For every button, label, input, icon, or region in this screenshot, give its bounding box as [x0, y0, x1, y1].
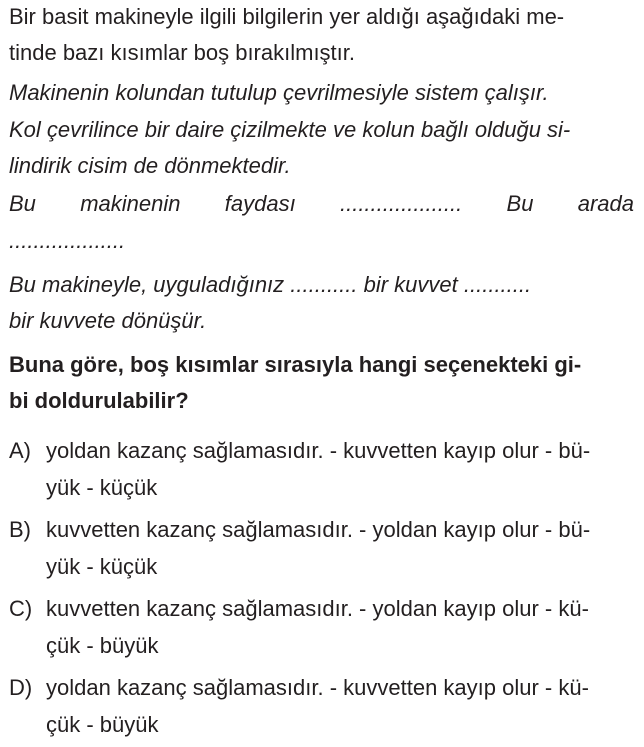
option-letter: D): [9, 675, 33, 700]
passage-word: faydası: [224, 191, 296, 216]
passage-word: Bu: [506, 191, 534, 216]
question-line-1: Buna göre, boş kısımlar sırasıyla hangi seçenekteki gi-: [9, 352, 582, 377]
option-letter: A): [9, 438, 31, 463]
passage-word: arada: [577, 191, 634, 216]
passage-word: Bu: [9, 191, 36, 216]
option-text: kuvvetten kazanç sağlamasıdır. - yoldan kayıp olur - kü-: [46, 596, 589, 621]
passage-line-4: [9, 189, 634, 219]
passage-word: makinenin: [80, 191, 181, 216]
blank-2: ...................: [9, 228, 126, 253]
intro-line-1: Bir basit makineyle ilgili bilgilerin yer aldığı aşağıdaki me-: [9, 4, 565, 29]
intro-line-2: tinde bazı kısımlar boş bırakılmıştır.: [9, 40, 356, 65]
option-text: yoldan kazanç sağlamasıdır. - kuvvetten kayıp olur - kü-: [46, 675, 589, 700]
option-text: yük - küçük: [46, 554, 158, 579]
passage-line-1: Makinenin kolundan tutulup çevrilmesiyle sistem çalışır.: [9, 80, 549, 105]
option-letter: B): [9, 517, 31, 542]
option-text: çük - büyük: [46, 712, 159, 737]
passage-line-2: Kol çevrilince bir daire çizilmekte ve kolun bağlı olduğu si-: [9, 117, 571, 142]
option-letter: C): [9, 596, 33, 621]
option-text: yük - küçük: [46, 475, 158, 500]
option-text: çük - büyük: [46, 633, 159, 658]
passage-line-3: lindirik cisim de dönmektedir.: [9, 153, 291, 178]
passage-line-7: bir kuvvete dönüşür.: [9, 308, 207, 333]
question-line-2: bi doldurulabilir?: [9, 388, 189, 413]
option-text: kuvvetten kazanç sağlamasıdır. - yoldan kayıp olur - bü-: [46, 517, 591, 542]
passage-line-6: Bu makineyle, uyguladığınız ........... bir kuvvet ...........: [9, 272, 532, 297]
blank-1: ....................: [339, 191, 463, 216]
option-text: yoldan kazanç sağlamasıdır. - kuvvetten kayıp olur - bü-: [46, 438, 591, 463]
